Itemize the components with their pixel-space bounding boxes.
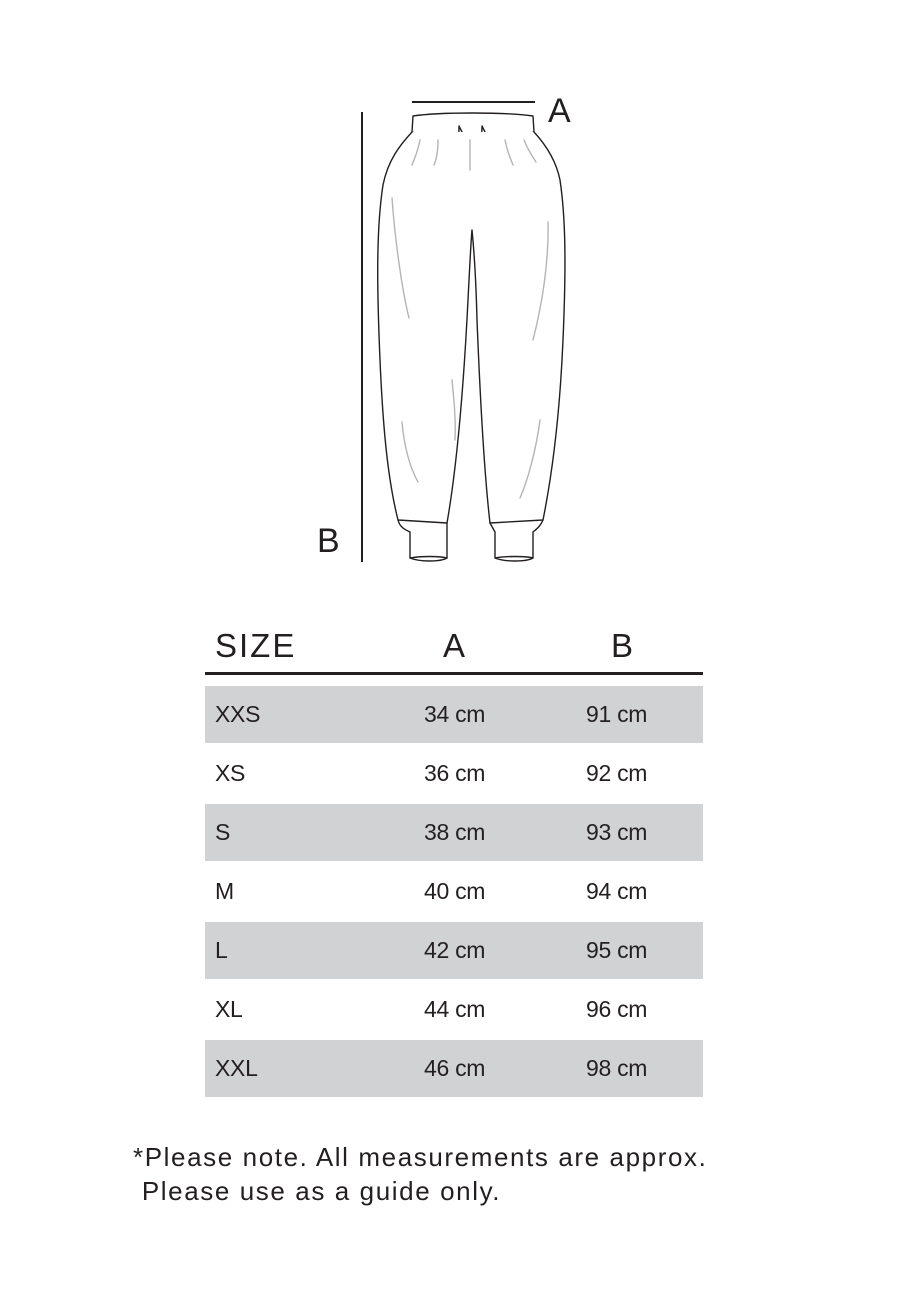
table-row [205, 981, 703, 1038]
table-row [205, 686, 703, 743]
cell-b: 93 cm [586, 819, 648, 845]
note-line-1: *Please note. All measurements are approx. [133, 1142, 708, 1172]
cell-a: 40 cm [424, 878, 486, 904]
cell-size: M [215, 878, 234, 904]
cell-a: 42 cm [424, 937, 486, 963]
cell-size: XS [215, 760, 246, 786]
cell-size: XXL [215, 1055, 258, 1081]
cell-b: 98 cm [586, 1055, 648, 1081]
cell-size: XXS [215, 701, 261, 727]
cell-b: 92 cm [586, 760, 648, 786]
cell-b: 96 cm [586, 996, 648, 1022]
header-size: SIZE [215, 627, 297, 664]
cell-b: 94 cm [586, 878, 648, 904]
table-row [205, 745, 703, 802]
cell-a: 36 cm [424, 760, 486, 786]
pants-outline-icon [0, 0, 908, 600]
table-header [205, 622, 703, 675]
cell-a: 38 cm [424, 819, 486, 845]
cell-size: S [215, 819, 231, 845]
pants-diagram [0, 0, 908, 600]
cuff-left [398, 520, 447, 561]
table-body [205, 686, 703, 1097]
measurement-note [133, 1140, 707, 1208]
cell-size: L [215, 937, 228, 963]
header-a: A [443, 627, 468, 664]
table-row [205, 804, 703, 861]
cell-size: XL [215, 996, 243, 1022]
cell-b: 95 cm [586, 937, 648, 963]
pants-body [378, 132, 565, 523]
table-row [205, 863, 703, 920]
cell-a: 46 cm [424, 1055, 486, 1081]
note-line-2: Please use as a guide only. [133, 1176, 502, 1206]
cell-a: 34 cm [424, 701, 486, 727]
cuff-right [490, 520, 543, 561]
table-row [205, 922, 703, 979]
table-row [205, 1040, 703, 1097]
cell-b: 91 cm [586, 701, 648, 727]
size-chart-table [205, 622, 703, 1099]
measure-label-b: B [317, 522, 340, 560]
cell-a: 44 cm [424, 996, 486, 1022]
header-b: B [611, 627, 636, 664]
measure-label-a: A [548, 92, 571, 130]
